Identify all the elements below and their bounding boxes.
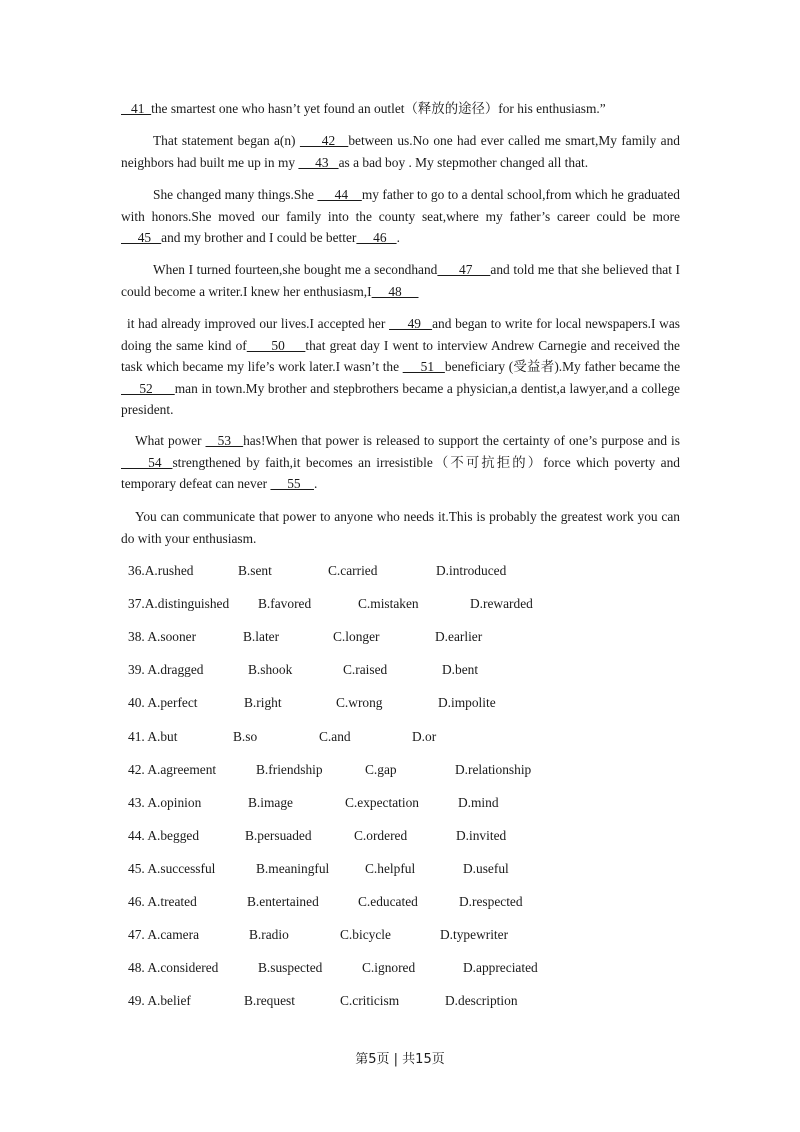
blank-44: 44 bbox=[317, 187, 362, 202]
blank-43: 43 bbox=[298, 154, 339, 170]
option-a[interactable]: 46. A.treated bbox=[128, 894, 197, 909]
option-a[interactable]: 44. A.begged bbox=[128, 827, 200, 843]
option-b[interactable]: B.favored bbox=[258, 596, 312, 612]
option-b[interactable]: B.later bbox=[243, 629, 280, 645]
option-c[interactable]: C.raised bbox=[343, 662, 388, 678]
option-c[interactable]: C.criticism bbox=[340, 993, 400, 1009]
passage-line-41 bbox=[121, 98, 680, 120]
blank-52: 52 bbox=[121, 380, 175, 396]
option-d[interactable]: D.useful bbox=[463, 860, 509, 876]
option-c[interactable]: C.expectation bbox=[345, 794, 419, 810]
blank-47: 47 bbox=[437, 262, 491, 277]
option-a[interactable]: 41. A.but bbox=[128, 728, 178, 744]
blank-53: 53 bbox=[205, 433, 244, 448]
option-d[interactable]: D.relationship bbox=[455, 761, 532, 777]
option-d[interactable]: D.or bbox=[412, 728, 437, 744]
option-c[interactable]: C.educated bbox=[358, 894, 418, 909]
option-b[interactable]: B.entertained bbox=[247, 894, 319, 909]
option-c[interactable]: C.ordered bbox=[354, 827, 408, 843]
option-d[interactable]: D.bent bbox=[442, 662, 479, 678]
option-c[interactable]: C.ignored bbox=[362, 960, 416, 976]
option-a[interactable]: 37.A.distinguished bbox=[128, 596, 230, 612]
option-b[interactable]: B.radio bbox=[249, 927, 289, 943]
option-d[interactable]: D.appreciated bbox=[463, 960, 538, 976]
blank-46: 46 bbox=[356, 230, 397, 245]
paragraph-2: She changed many things.She 44 my father to go to a dental school,from which he graduated with honors.She moved our family into the county seat,where my father’s career could be more 45 and my brother and I could be better 46 . bbox=[121, 187, 680, 245]
option-d[interactable]: D.typewriter bbox=[440, 927, 509, 943]
blank-42: 42 bbox=[299, 133, 349, 148]
option-d[interactable]: D.rewarded bbox=[470, 596, 533, 612]
option-d[interactable]: D.invited bbox=[456, 827, 507, 843]
option-a[interactable]: 45. A.successful bbox=[128, 860, 216, 876]
option-a[interactable]: 36.A.rushed bbox=[128, 563, 194, 578]
option-b[interactable]: B.persuaded bbox=[245, 827, 312, 843]
option-b[interactable]: B.sent bbox=[238, 563, 272, 578]
option-a[interactable]: 47. A.camera bbox=[128, 927, 200, 943]
option-c[interactable]: C.longer bbox=[333, 629, 380, 645]
paragraph-5: What power 53 has!When that power is released to support the certainty of one’s purpose and is 54 strengthened by faith,it becomes an irresistible（不可抗拒的）force which poverty and temporary defeat can never 55 . bbox=[121, 433, 681, 491]
option-a[interactable]: 42. A.agreement bbox=[128, 761, 217, 777]
option-a[interactable]: 39. A.dragged bbox=[128, 662, 204, 678]
option-a[interactable]: 48. A.considered bbox=[128, 960, 219, 976]
option-c[interactable]: C.and bbox=[319, 728, 351, 744]
option-b[interactable]: B.suspected bbox=[258, 960, 323, 976]
option-d[interactable]: D.introduced bbox=[436, 563, 507, 578]
blank-51: 51 bbox=[402, 359, 445, 374]
option-c[interactable]: C.helpful bbox=[365, 860, 416, 876]
option-d[interactable]: D.earlier bbox=[435, 629, 483, 645]
option-b[interactable]: B.friendship bbox=[256, 761, 323, 777]
blank-48: 48 bbox=[371, 283, 419, 299]
paragraph-4: it had already improved our lives.I accepted her 49 and began to write for local newspapers.I was doing the same kind of 50 that great day I went to interview Andrew Carnegie and received the task which became my life’s work later.I wasn’t the 51 beneficiary (受益者).My father became the 52 man in town.My brother and stepbrothers became a physician,a dentist,a lawyer,and a college president. bbox=[121, 316, 681, 417]
paragraph-1: That statement began a(n) 42 between us.No one had ever called me smart,My family and neighbors had built me up in my 43 as a bad boy . My stepmother changed all that. bbox=[121, 133, 680, 170]
option-a[interactable]: 38. A.sooner bbox=[128, 629, 197, 645]
option-d[interactable]: D.impolite bbox=[438, 695, 496, 711]
option-b[interactable]: B.image bbox=[248, 794, 293, 810]
option-c[interactable]: C.bicycle bbox=[340, 927, 391, 943]
option-a[interactable]: 43. A.opinion bbox=[128, 794, 202, 810]
option-d[interactable]: D.respected bbox=[459, 894, 523, 909]
option-d[interactable]: D.mind bbox=[458, 794, 499, 810]
blank-50: 50 bbox=[246, 337, 306, 353]
option-b[interactable]: B.shook bbox=[248, 662, 293, 678]
blank-54: 54 bbox=[121, 454, 173, 470]
blank-49: 49 bbox=[389, 316, 433, 331]
option-a[interactable]: 49. A.belief bbox=[128, 993, 191, 1009]
blank-45: 45 bbox=[121, 230, 162, 245]
blank-41: 41 bbox=[121, 101, 152, 116]
paragraph-6: You can communicate that power to anyone who needs it.This is probably the greatest work you can do with your enthusiasm. bbox=[121, 509, 680, 546]
blank-55: 55 bbox=[270, 476, 314, 491]
option-b[interactable]: B.meaningful bbox=[256, 860, 330, 876]
option-a[interactable]: 40. A.perfect bbox=[128, 695, 198, 711]
text: the smartest one who hasn’t yet found an outlet（释放的途径）for his enthusiasm.” bbox=[151, 101, 606, 116]
option-b[interactable]: B.right bbox=[244, 695, 282, 711]
page-footer: 第5页 | 共15页 bbox=[355, 1052, 445, 1067]
option-c[interactable]: C.mistaken bbox=[358, 596, 419, 612]
option-b[interactable]: B.request bbox=[244, 993, 295, 1009]
option-d[interactable]: D.description bbox=[445, 993, 518, 1009]
option-c[interactable]: C.wrong bbox=[336, 695, 383, 711]
option-b[interactable]: B.so bbox=[233, 728, 258, 744]
option-c[interactable]: C.gap bbox=[365, 761, 397, 777]
paragraph-3: When I turned fourteen,she bought me a secondhand 47 and told me that she believed that I could become a writer.I knew her enthusiasm,I 48 bbox=[121, 262, 680, 299]
option-c[interactable]: C.carried bbox=[328, 563, 378, 578]
